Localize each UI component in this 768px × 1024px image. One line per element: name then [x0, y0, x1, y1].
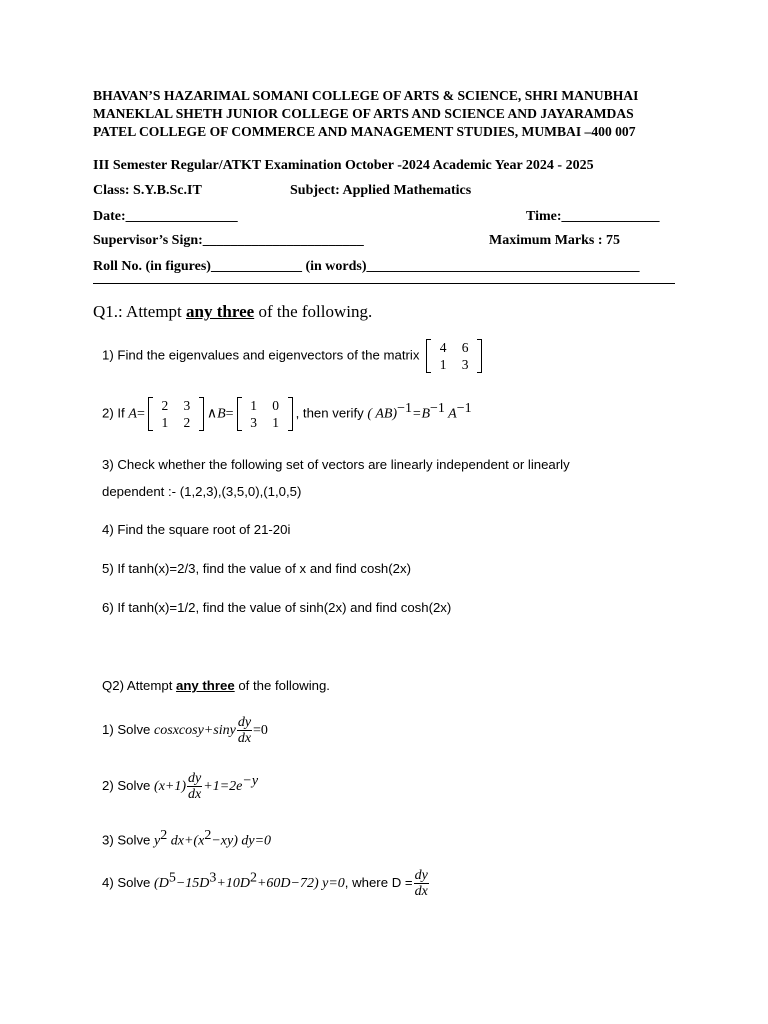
matrix-eigen [426, 339, 482, 373]
q1-item-1 [102, 339, 485, 373]
inverse-exponent: −1 [456, 401, 472, 417]
exponent: −y [242, 773, 259, 789]
q2-item-4-term: +60D−72) y=0 [256, 875, 345, 891]
q2-title-emphasis: any three [176, 678, 235, 693]
fraction-dy-dx [414, 868, 429, 899]
q2-item-4-term: +10D [216, 875, 250, 891]
and-symbol: ∧ [206, 406, 218, 422]
date-field: Date:________________ [93, 209, 238, 224]
q2-item-3 [102, 828, 271, 849]
inverse-lhs: ( AB) [367, 406, 398, 422]
exponent: 2 [249, 870, 257, 886]
inverse-rhs-b: =B [412, 406, 431, 422]
equals-sign: = [225, 406, 234, 422]
matrix-cell: 4 [439, 340, 447, 355]
matrix-cell: 1 [272, 415, 279, 430]
inverse-exponent: −1 [430, 401, 445, 417]
q1-title-suffix: of the following. [254, 302, 373, 321]
q2-item-2-prefix: 2) Solve [102, 777, 155, 793]
matrix-cell: 3 [461, 357, 469, 372]
q1-item-4: 4) Find the square root of 21-20i [102, 522, 291, 537]
matrix-cell: 3 [250, 415, 257, 430]
time-field: Time:______________ [526, 209, 660, 224]
q1-item-2-prefix: 2) If [102, 405, 129, 421]
equals-sign: = [136, 406, 145, 422]
matrix-b [237, 397, 293, 431]
q1-item-3-line-1: 3) Check whether the following set of vectors are linearly independent or linearly [102, 457, 570, 472]
matrix-cell: 3 [183, 398, 191, 413]
q1-item-2-middle: , then verify [295, 405, 368, 421]
matrix-cell: 2 [183, 415, 191, 430]
roll-number-field: Roll No. (in figures)_____________ (in words)_______________________________________ [93, 259, 640, 274]
matrix-a-symbol: A [128, 406, 137, 422]
q2-item-3-expression: y [154, 833, 161, 849]
q2-item-3-middle: dx+(x [167, 833, 205, 849]
matrix-cell: 1 [439, 357, 447, 372]
q2-item-3-prefix: 3) Solve [102, 832, 155, 848]
q1-item-2 [102, 397, 472, 431]
q1-item-3-line-2: dependent :- (1,2,3),(3,5,0),(1,0,5) [102, 484, 302, 499]
semester-line: III Semester Regular/ATKT Examination October -2024 Academic Year 2024 - 2025 [93, 158, 594, 173]
matrix-cell: 2 [161, 398, 169, 413]
q2-item-1 [102, 715, 268, 746]
q2-item-2-expression: (x+1) [154, 778, 187, 794]
fraction-denominator: dx [188, 787, 202, 802]
fraction-denominator: dx [237, 731, 252, 746]
supervisor-sign-field: Supervisor’s Sign:_______________________ [93, 233, 364, 248]
exponent: 3 [209, 870, 217, 886]
college-name-line-1: BHAVAN’S HAZARIMAL SOMANI COLLEGE OF ARTS & SCIENCE, SHRI MANUBHAI [93, 88, 639, 103]
inverse-exponent: −1 [397, 401, 413, 417]
exponent: 2 [160, 828, 168, 843]
q2-item-1-expression: cosxcosy+siny [154, 722, 236, 738]
matrix-cell: 1 [161, 415, 169, 430]
q2-item-4-where: , where D = [344, 874, 413, 890]
q2-title-suffix: of the following. [234, 678, 330, 693]
college-name-line-3: PATEL COLLEGE OF COMMERCE AND MANAGEMENT STUDIES, MUMBAI –400 007 [93, 124, 636, 139]
matrix-a [148, 397, 204, 431]
q2-item-4-expression: (D [154, 875, 169, 891]
exponent: 2 [204, 828, 212, 843]
matrix-cell: 6 [461, 340, 469, 355]
matrix-cell: 0 [272, 398, 279, 413]
fraction-numerator: dy [237, 715, 252, 730]
inverse-rhs-a: A [444, 406, 457, 422]
college-name-line-2: MANEKLAL SHETH JUNIOR COLLEGE OF ARTS AND SCIENCE AND JAYARAMDAS [93, 106, 634, 121]
q1-title-emphasis: any three [186, 302, 255, 321]
matrix-b-symbol: B [217, 406, 226, 422]
q1-item-6: 6) If tanh(x)=1/2, find the value of sinh(2x) and find cosh(2x) [102, 600, 452, 615]
subject-label: Subject: Applied Mathematics [290, 183, 472, 198]
q2-item-4-term: −15D [175, 875, 210, 891]
q1-title [93, 302, 372, 322]
q1-title-prefix: Q1.: Attempt [93, 302, 187, 321]
header-divider [93, 283, 675, 284]
fraction-dy-dx [187, 771, 202, 802]
q2-item-2 [102, 771, 258, 802]
q2-item-1-equals: =0 [253, 722, 268, 738]
q2-item-2-rhs: +1=2e [203, 778, 243, 794]
matrix-cell: 1 [250, 398, 257, 413]
fraction-denominator: dx [414, 884, 428, 899]
q2-item-4-prefix: 4) Solve [102, 874, 155, 890]
class-label: Class: S.Y.B.Sc.IT [93, 183, 202, 198]
maximum-marks: Maximum Marks : 75 [489, 233, 621, 248]
q2-title-prefix: Q2) Attempt [102, 678, 177, 693]
fraction-numerator: dy [188, 771, 202, 786]
fraction-dy-dx [237, 715, 252, 746]
q2-item-4 [102, 868, 430, 899]
q2-item-1-prefix: 1) Solve [102, 721, 155, 737]
q1-item-5: 5) If tanh(x)=2/3, find the value of x and find cosh(2x) [102, 561, 411, 576]
q2-item-3-suffix: −xy) dy=0 [211, 833, 272, 849]
q2-title [102, 678, 330, 693]
q1-item-1-text: 1) Find the eigenvalues and eigenvectors of the matrix [102, 347, 420, 363]
exponent: 5 [168, 870, 176, 886]
fraction-numerator: dy [414, 868, 428, 883]
